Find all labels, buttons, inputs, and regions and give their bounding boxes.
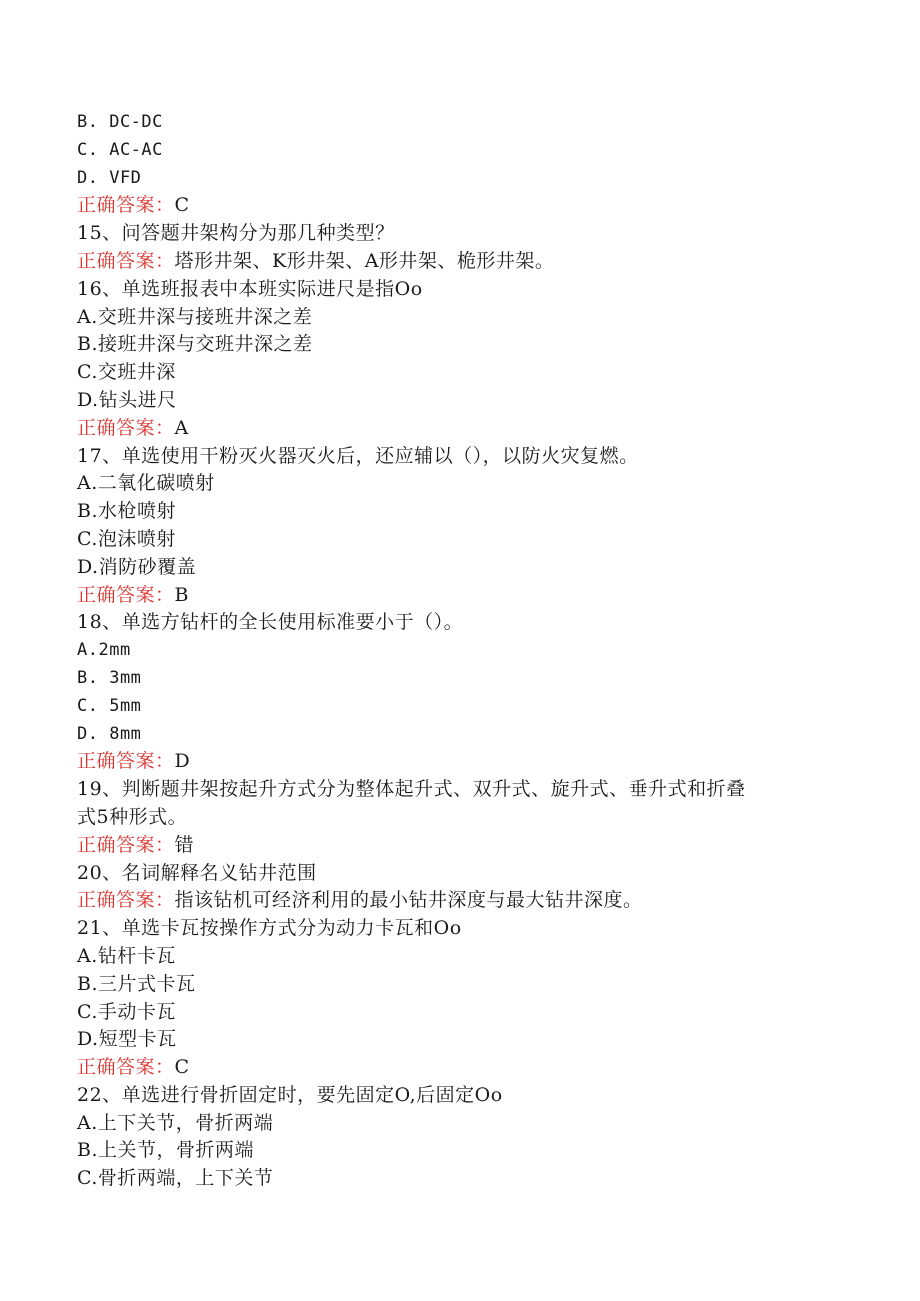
option-line: B.上关节，骨折两端 bbox=[77, 1139, 255, 1162]
option-line: D.钻头进尺 bbox=[77, 388, 177, 411]
option-line: A.钻杆卡瓦 bbox=[77, 944, 176, 967]
option-line: A.二氧化碳喷射 bbox=[77, 472, 215, 495]
option-line: D.消防砂覆盖 bbox=[77, 555, 197, 578]
answer-text: B bbox=[174, 583, 189, 606]
option-line: B. 3mm bbox=[77, 667, 142, 688]
answer-text: 错 bbox=[174, 833, 195, 856]
answer-label: 正确答案： bbox=[77, 416, 175, 439]
answer-label: 正确答案： bbox=[77, 889, 175, 912]
question-line: 18、单选方钻杆的全长使用标准要小于（）。 bbox=[77, 611, 464, 634]
option-line: C.手动卡瓦 bbox=[77, 1000, 176, 1023]
answer-line bbox=[77, 887, 837, 915]
option-line: B.三片式卡瓦 bbox=[77, 972, 196, 995]
answer-label: 正确答案： bbox=[77, 833, 175, 856]
answer-line bbox=[77, 248, 837, 276]
option-line: C. 5mm bbox=[77, 695, 142, 716]
answer-label: 正确答案： bbox=[77, 750, 175, 773]
document-body bbox=[77, 109, 837, 1193]
answer-text: D bbox=[174, 750, 191, 773]
answer-text: 塔形井架、K形井架、A形井架、桅形井架。 bbox=[174, 249, 555, 272]
answer-label: 正确答案： bbox=[77, 583, 175, 606]
option-line: B.水枪喷射 bbox=[77, 500, 177, 523]
answer-label: 正确答案： bbox=[77, 1056, 175, 1079]
answer-text: C bbox=[174, 1056, 190, 1079]
answer-line bbox=[77, 582, 837, 610]
option-line: A.上下关节，骨折两端 bbox=[77, 1111, 274, 1134]
answer-label: 正确答案： bbox=[77, 194, 175, 217]
option-line: B.接班井深与交班井深之差 bbox=[77, 333, 313, 356]
option-line: C.骨折两端，上下关节 bbox=[77, 1167, 274, 1190]
question-line: 21、单选卡瓦按操作方式分为动力卡瓦和Oo bbox=[77, 917, 462, 940]
question-line: 式5种形式。 bbox=[77, 805, 188, 828]
question-line: 22、单选进行骨折固定时，要先固定O,后固定Oo bbox=[77, 1083, 503, 1106]
document-page bbox=[77, 109, 837, 1193]
option-line: D. VFD bbox=[77, 167, 142, 188]
question-line: 17、单选使用干粉灭火器灭火后，还应辅以（），以防火灾复燃。 bbox=[77, 444, 639, 467]
question-line: 16、单选班报表中本班实际进尺是指Oo bbox=[77, 277, 423, 300]
answer-line bbox=[77, 192, 837, 220]
option-line: B. DC-DC bbox=[77, 112, 163, 132]
option-line: C. AC-AC bbox=[77, 139, 163, 160]
option-line: D. 8mm bbox=[77, 723, 142, 744]
answer-label: 正确答案： bbox=[77, 249, 175, 272]
answer-line bbox=[77, 748, 837, 776]
option-line: C.泡沫喷射 bbox=[77, 527, 176, 550]
option-line: A.2mm bbox=[77, 640, 131, 661]
answer-line bbox=[77, 415, 837, 443]
answer-line bbox=[77, 1054, 837, 1082]
question-line: 19、判断题井架按起升方式分为整体起升式、双升式、旋升式、垂升式和折叠 bbox=[77, 778, 746, 801]
answer-text: C bbox=[174, 194, 190, 217]
option-line: A.交班井深与接班井深之差 bbox=[77, 305, 313, 328]
question-line: 15、问答题井架构分为那几种类型？ bbox=[77, 222, 395, 245]
answer-line bbox=[77, 832, 837, 860]
answer-text: 指该钻机可经济利用的最小钻井深度与最大钻井深度。 bbox=[174, 889, 643, 912]
option-line: C.交班井深 bbox=[77, 361, 176, 384]
question-line: 20、名词解释名义钻井范围 bbox=[77, 861, 317, 884]
answer-text: A bbox=[174, 416, 189, 439]
option-line: D.短型卡瓦 bbox=[77, 1028, 177, 1051]
